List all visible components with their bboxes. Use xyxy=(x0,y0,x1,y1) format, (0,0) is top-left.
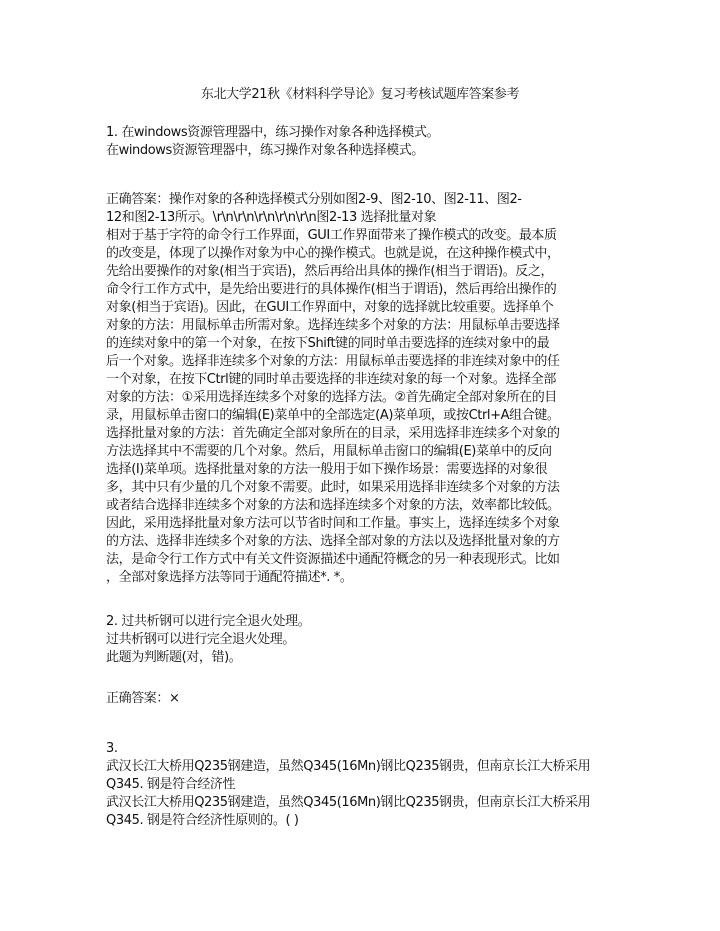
question-3-line: 武汉长江大桥用Q235钢建造，虽然Q345(16Mn)钢比Q235钢贵，但南京长江大桥采用 xyxy=(106,795,591,810)
answer-line: ，全部对象选择方法等同于通配符描述*. *。 xyxy=(106,570,353,585)
answer-line: 法，是命令行工作方式中有关文件资源描述中通配符概念的另一种表现形式。比如 xyxy=(106,552,560,567)
answer-line: 相对于基于字符的命令行工作界面，GUI工作界面带来了操作模式的改变。最本质 xyxy=(106,228,557,243)
question-3-line: 武汉长江大桥用Q235钢建造，虽然Q345(16Mn)钢比Q235钢贵，但南京长江大桥采用 xyxy=(106,759,591,774)
question-1-title: 1. 在windows资源管理器中，练习操作对象各种选择模式。 xyxy=(106,125,440,140)
question-1 xyxy=(106,124,616,160)
question-2-answer-text: 正确答案：× xyxy=(106,691,180,706)
answer-line: 选择(I)菜单项。选择批量对象的方法一般用于如下操作场景：需要选择的对象很 xyxy=(106,462,548,477)
document-title: 东北大学21秋《材料科学导论》复习考核试题库答案参考 xyxy=(200,87,520,102)
question-3-line: Q345. 钢是符合经济性 xyxy=(106,777,236,792)
answer-line: 命令行工作方式中，是先给出要进行的具体操作(相当于谓语)，然后再给出操作的 xyxy=(106,282,557,297)
question-2-restatement: 过共析钢可以进行完全退火处理。 xyxy=(106,632,296,647)
answer-line: 选择批量对象的方法：首先确定全部对象所在的目录，采用选择非连续多个对象的 xyxy=(106,426,560,441)
question-3 xyxy=(106,740,616,830)
answer-line: 对象(相当于宾语)。因此，在GUI工作界面中，对象的选择就比较重要。选择单个 xyxy=(106,300,554,315)
answer-line: 一个对象，在按下Ctrl键的同时单击要选择的非连续对象的每一个对象。选择全部 xyxy=(106,372,556,387)
answer-line: 12和图2-13所示。\r\n\r\n\r\n\r\n\r\n图2-13 选择批量对象 xyxy=(106,210,437,225)
answer-line: 方法选择其中不需要的几个对象。然后，用鼠标单击窗口的编辑(E)菜单中的反向 xyxy=(106,444,552,459)
answer-line: 先给出要操作的对象(相当于宾语)，然后再给出具体的操作(相当于谓语)。反之， xyxy=(106,264,554,279)
question-3-number: 3. xyxy=(106,741,118,756)
question-2-answer xyxy=(106,690,616,708)
question-1-restatement: 在windows资源管理器中，练习操作对象各种选择模式。 xyxy=(106,143,424,158)
answer-line: 多，其中只有少量的几个对象不需要。此时，如果采用选择非连续多个对象的方法 xyxy=(106,480,560,495)
answer-line: 因此，采用选择批量对象方法可以节省时间和工作量。事实上，选择连续多个对象 xyxy=(106,516,560,531)
question-2 xyxy=(106,613,616,667)
question-3-line: Q345. 钢是符合经济性原则的。( ) xyxy=(106,813,299,828)
question-1-answer xyxy=(106,191,616,587)
answer-line: 的方法、选择非连续多个对象的方法、选择全部对象的方法以及选择批量对象的方 xyxy=(106,534,560,549)
question-2-type-note: 此题为判断题(对，错)。 xyxy=(106,650,242,665)
answer-line: 录，用鼠标单击窗口的编辑(E)菜单中的全部选定(A)菜单项，或按Ctrl+A组合键。 xyxy=(106,408,560,423)
answer-line: 或者结合选择非连续多个对象的方法和选择连续多个对象的方法，效率都比较低。 xyxy=(106,498,560,513)
question-2-title: 2. 过共析钢可以进行完全退火处理。 xyxy=(106,614,311,629)
answer-line: 对象的方法：①采用选择连续多个对象的选择方法。②首先确定全部对象所在的目 xyxy=(106,390,557,405)
answer-line: 的改变是，体现了以操作对象为中心的操作模式。也就是说，在这种操作模式中， xyxy=(106,246,560,261)
answer-line: 的连续对象中的第一个对象，在按下Shift键的同时单击要选择的连续对象中的最 xyxy=(106,336,550,351)
answer-line: 正确答案：操作对象的各种选择模式分别如图2-9、图2-10、图2-11、图2- xyxy=(106,192,522,207)
answer-line: 对象的方法：用鼠标单击所需对象。选择连续多个对象的方法：用鼠标单击要选择 xyxy=(106,318,560,333)
answer-line: 后一个对象。选择非连续多个对象的方法：用鼠标单击要选择的非连续对象中的任 xyxy=(106,354,560,369)
